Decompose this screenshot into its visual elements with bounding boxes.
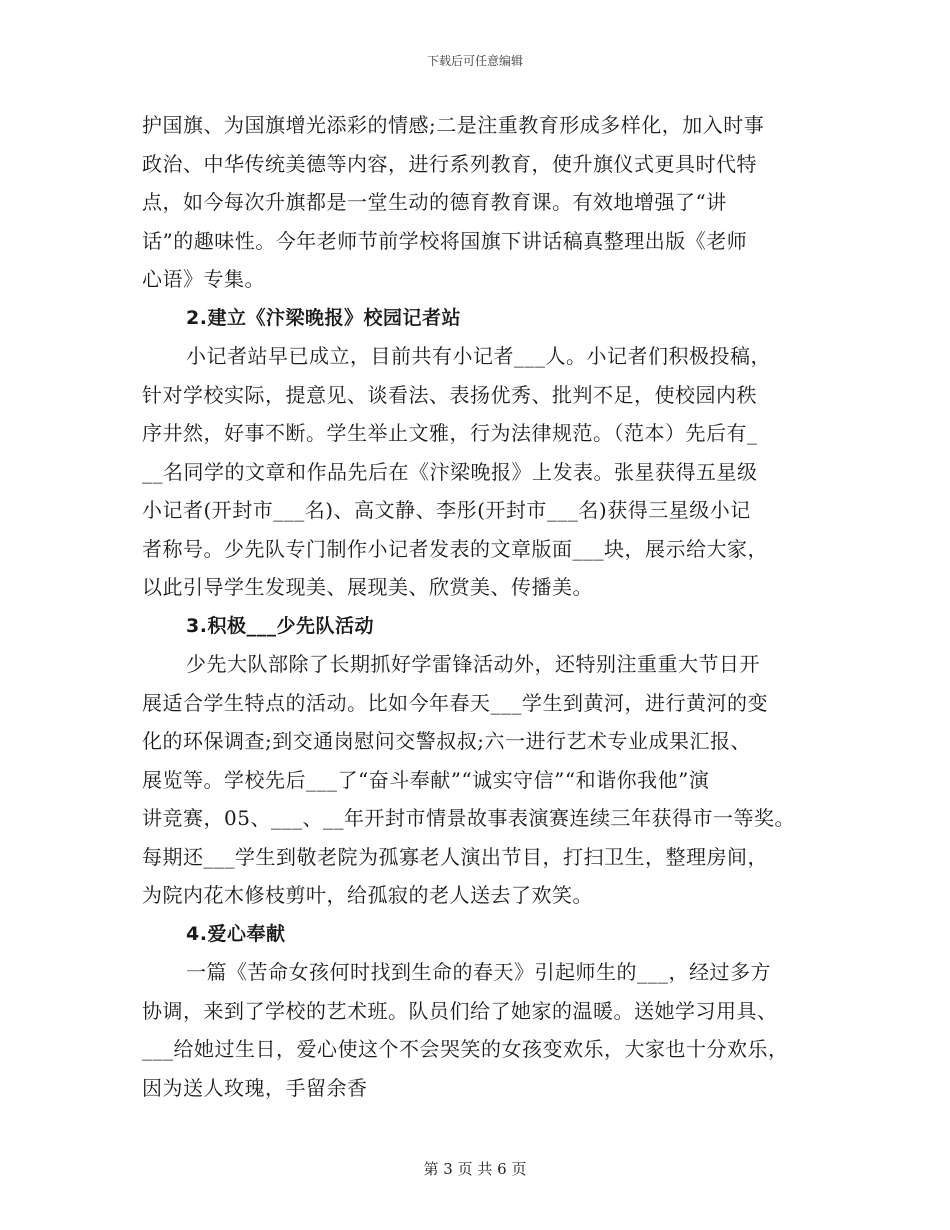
paragraph-line: 协调，来到了学校的艺术班。队员们给了她家的温暖。送她学习用具、 — [142, 998, 778, 1023]
paragraph-line: 政治、中华传统美德等内容，进行系列教育，使升旗仪式更具时代特 — [142, 151, 757, 176]
paragraph-line: 展览等。学校先后___了“奋斗奉献”“诚实守信”“和谐你我他”演 — [142, 767, 710, 792]
paragraph-line: 为院内花木修枝剪叶，给孤寂的老人送去了欢笑。 — [142, 883, 593, 907]
paragraph-line: 化的环保调查;到交通岗慰问交警叔叔;六一进行艺术专业成果汇报、 — [142, 729, 751, 753]
paragraph-line: 针对学校实际，提意见、谈看法、表扬优秀、批判不足，使校园内秩 — [142, 382, 757, 407]
paragraph-line: 序井然，好事不断。学生举止文雅，行为法律规范。（范本）先后有_ — [142, 421, 758, 445]
paragraph-line: 展适合学生特点的活动。比如今年春天___学生到黄河，进行黄河的变 — [142, 690, 768, 715]
page-header: 下载后可任意编辑 — [426, 54, 523, 68]
paragraph-line: 点，如今每次升旗都是一堂生动的德育教育课。有效地增强了“讲 — [142, 190, 727, 214]
paragraph-line: 小记者站早已成立，目前共有小记者___人。小记者们积极投稿， — [186, 344, 771, 368]
paragraph-line: 者称号。少先队专门制作小记者发表的文章版面___块，展示给大家， — [142, 536, 768, 561]
paragraph-line: 少先大队部除了长期抓好学雷锋活动外，还特别注重重大节日开 — [186, 652, 760, 676]
paragraph-line: 话”的趣味性。今年老师节前学校将国旗下讲话稿真整理出版《老师 — [142, 228, 748, 253]
section-heading: 2.建立《汴梁晚报》校园记者站 — [186, 306, 461, 329]
paragraph-line: 讲竞赛，05、___、__年开封市情景故事表演赛连续三年获得市一等奖。 — [142, 806, 795, 830]
section-heading: 3.积极___少先队活动 — [186, 614, 374, 637]
paragraph-line: 心语》专集。 — [142, 267, 265, 291]
paragraph-line: 一篇《苦命女孩何时找到生命的春天》引起师生的___，经过多方 — [186, 960, 771, 984]
document-body — [142, 106, 842, 1107]
page-number: 第 3 页 共 6 页 — [423, 1160, 527, 1178]
paragraph-line: __名同学的文章和作品先后在《汴梁晚报》上发表。张星获得五星级 — [142, 459, 758, 484]
paragraph-line: 护国旗、为国旗增光添彩的情感;二是注重教育形成多样化，加入时事 — [142, 113, 765, 137]
paragraph-line: 小记者(开封市___名)、高文静、李彤(开封市___名)获得三星级小记 — [142, 498, 751, 522]
paragraph-line: 因为送人玫瑰，手留余香 — [142, 1075, 368, 1100]
paragraph-line: ___给她过生日，爱心使这个不会哭笑的女孩变欢乐，大家也十分欢乐， — [142, 1037, 789, 1061]
paragraph-line: 每期还___学生到敬老院为孤寡老人演出节目，打扫卫生，整理房间， — [142, 844, 768, 869]
paragraph-line: 以此引导学生发现美、展现美、欣赏美、传播美。 — [142, 575, 593, 599]
section-heading: 4.爱心奉献 — [186, 922, 286, 945]
